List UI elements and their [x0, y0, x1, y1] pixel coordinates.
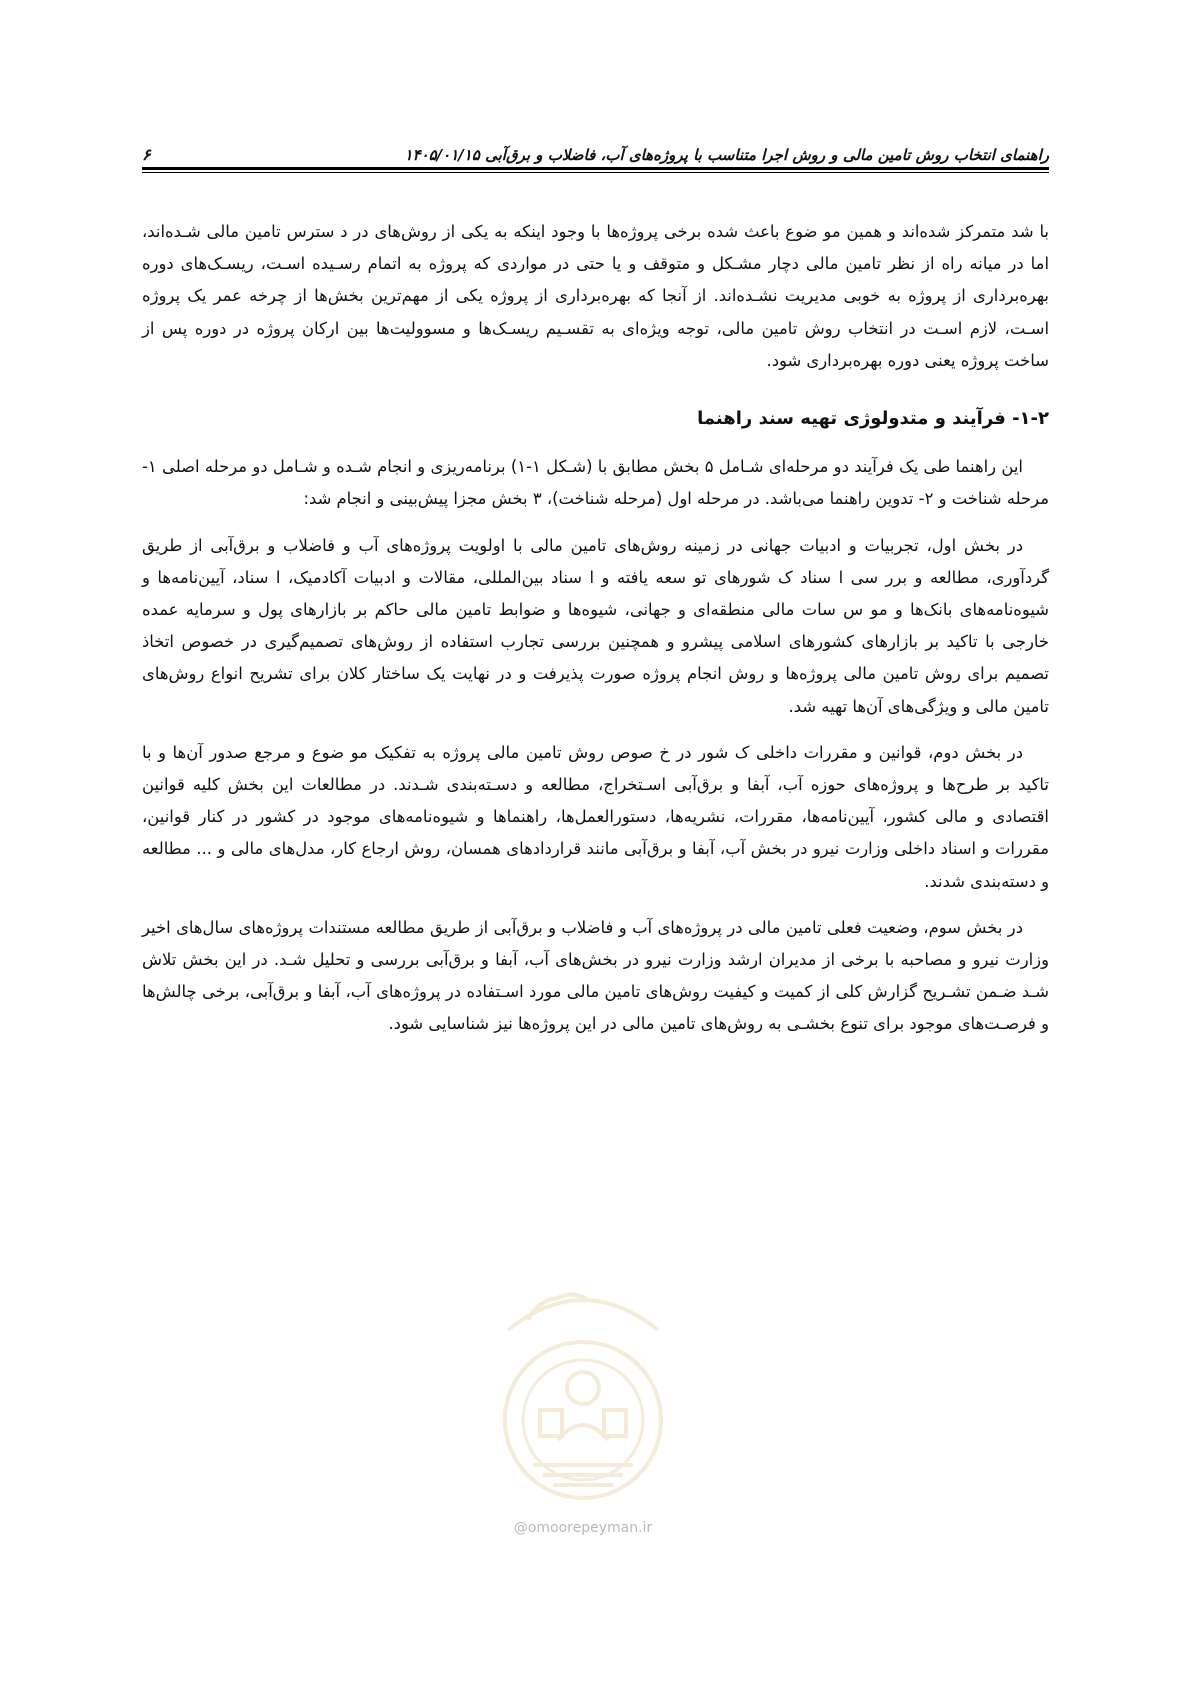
header-rule-thick	[142, 167, 1049, 170]
section-paragraph-3: در بخش دوم، قوانین و مقررات داخلی ک شور در خ صوص روش تامین مالی پروژه به تفکیک مو ضوع و مرجع صدور آن‌ها و با تاکید بر طرح‌ها و پروژه‌های حوزه آب، آبفا و برق‌آبی اسـتخراج، مطالعه و دسـته‌بندی شـدند. در مطالعات این بخش کلیه قوانین اقتصادی و مالی کشور، آیین‌نامه‌ها، مقررات، نشریه‌ها، دستورالعمل‌ها، راهنماها و شیوه‌نامه‌های موجود در کشور در کنار قوانین، مقررات و اسناد داخلی وزارت نیرو در بخش آب، آبفا و برق‌آبی مانند قراردادهای همسان، روش ارجاع کار، مدل‌های مالی و ... مطالعه و دسته‌بندی شدند.	[142, 742, 1049, 891]
section-paragraph-2: در بخش اول، تجربیات و ادبیات جهانی در زمینه روش‌های تامین مالی با اولویت پروژه‌های آب و فاضلاب و برق‌آبی از طریق گردآوری، مطالعه و برر سی ا سناد ک شورهای تو سعه یافته و ا سناد بین‌المللی، مقالات و ادبیات آکادمیک، ا سناد، آیین‌نامه‌ها و شیوه‌نامه‌های بانک‌ها و مو س سات مالی منطقه‌ای و جهانی، شیوه‌ها و ضوابط تامین مالی حاکم بر بازارهای پول و سرمایه عمده خارجی با تاکید بر بازارهای کشورهای اسلامی پیشرو و همچنین بررسی تجارب استفاده از روش‌های تصمیم‌گیری در خصوص اتخاذ تصمیم برای روش تامین مالی پروژه‌ها و روش انجام پروژه صورت پذیرفت و در نهایت یک ساختار کلان برای تشریح انواع روش‌های تامین مالی و ویژگی‌های آن‌ها تهیه شد.	[142, 535, 1049, 716]
header-rule-thin	[142, 172, 1049, 173]
page-header	[142, 128, 1049, 164]
watermark-text: @omoorepeyman.ir	[513, 1520, 653, 1536]
section-paragraph-4: در بخش سوم، وضعیت فعلی تامین مالی در پروژه‌های آب و فاضلاب و برق‌آبی از طریق مطالعه مستندات پروژه‌های سال‌های اخیر وزارت نیرو و مصاحبه با برخی از مدیران ارشد وزارت نیرو در بخش‌های آب، آبفا و برق‌آبی بررسی و تحلیل شـد. در این بخش تلاش شـد ضـمن تشـریح گزارش کلی از کمیت و کیفیت روش‌های تامین مالی مورد اسـتفاده در پروژه‌های آب، آبفا و برق‌آبی، برخی چالش‌ها و فرصـت‌های موجود برای تنوع بخشـی به روش‌های تامین مالی در این پروژه‌ها نیز شناسایی شود.	[142, 917, 1049, 1034]
section-heading: ۱-۲- فرآیند و متدولوژی تهیه سند راهنما	[697, 408, 1049, 430]
header-title-group	[390, 146, 1049, 164]
header-date: ۱۴۰۵/۰۱/۱۵	[404, 146, 480, 164]
section-paragraph-1: این راهنما طی یک فرآیند دو مرحله‌ای شـامل ۵ بخش مطابق با (شـکل ۱-۱) برنامه‌ریزی و انجام شـده و شـامل دو مرحله اصلی ۱- مرحله شناخت و ۲- تدوین راهنما می‌باشد. در مرحله اول (مرحله شناخت)، ۳ بخش مجزا پیش‌بینی و انجام شد:	[142, 457, 1049, 509]
seal-logo-icon	[478, 1260, 688, 1520]
page-number: ۶	[142, 145, 151, 164]
page-body	[142, 216, 1049, 1055]
intro-paragraph: با شد متمرکز شده‌اند و همین مو ضوع باعث شده برخی پروژه‌ها با وجود اینکه به یکی از روش‌های در د سترس تامین مالی شـده‌اند، اما در میانه راه از نظر تامین مالی دچار مشـکل و متوقف و یا حتی در مواردی که پروژه به اتمام رسـیده اسـت، ریسـک‌های دوره بهره‌برداری از پروژه به خوبی مدیریت نشـده‌اند. از آنجا که بهره‌برداری از پروژه یکی از مهم‌ترین بخش‌ها از چرخه عمر یک پروژه اسـت، لازم اسـت در انتخاب روش تامین مالی، توجه ویژه‌ای به تقسـیم ریسـک‌ها و مسوولیت‌ها بین ارکان پروژه در دوره پس از ساخت پروژه یعنی دوره بهره‌برداری شود.	[142, 222, 1049, 370]
header-title: راهنمای انتخاب روش تامین مالی و روش اجرا متناسب با پروژه‌های آب، فاضلاب و برق‌آبی	[485, 146, 1049, 164]
